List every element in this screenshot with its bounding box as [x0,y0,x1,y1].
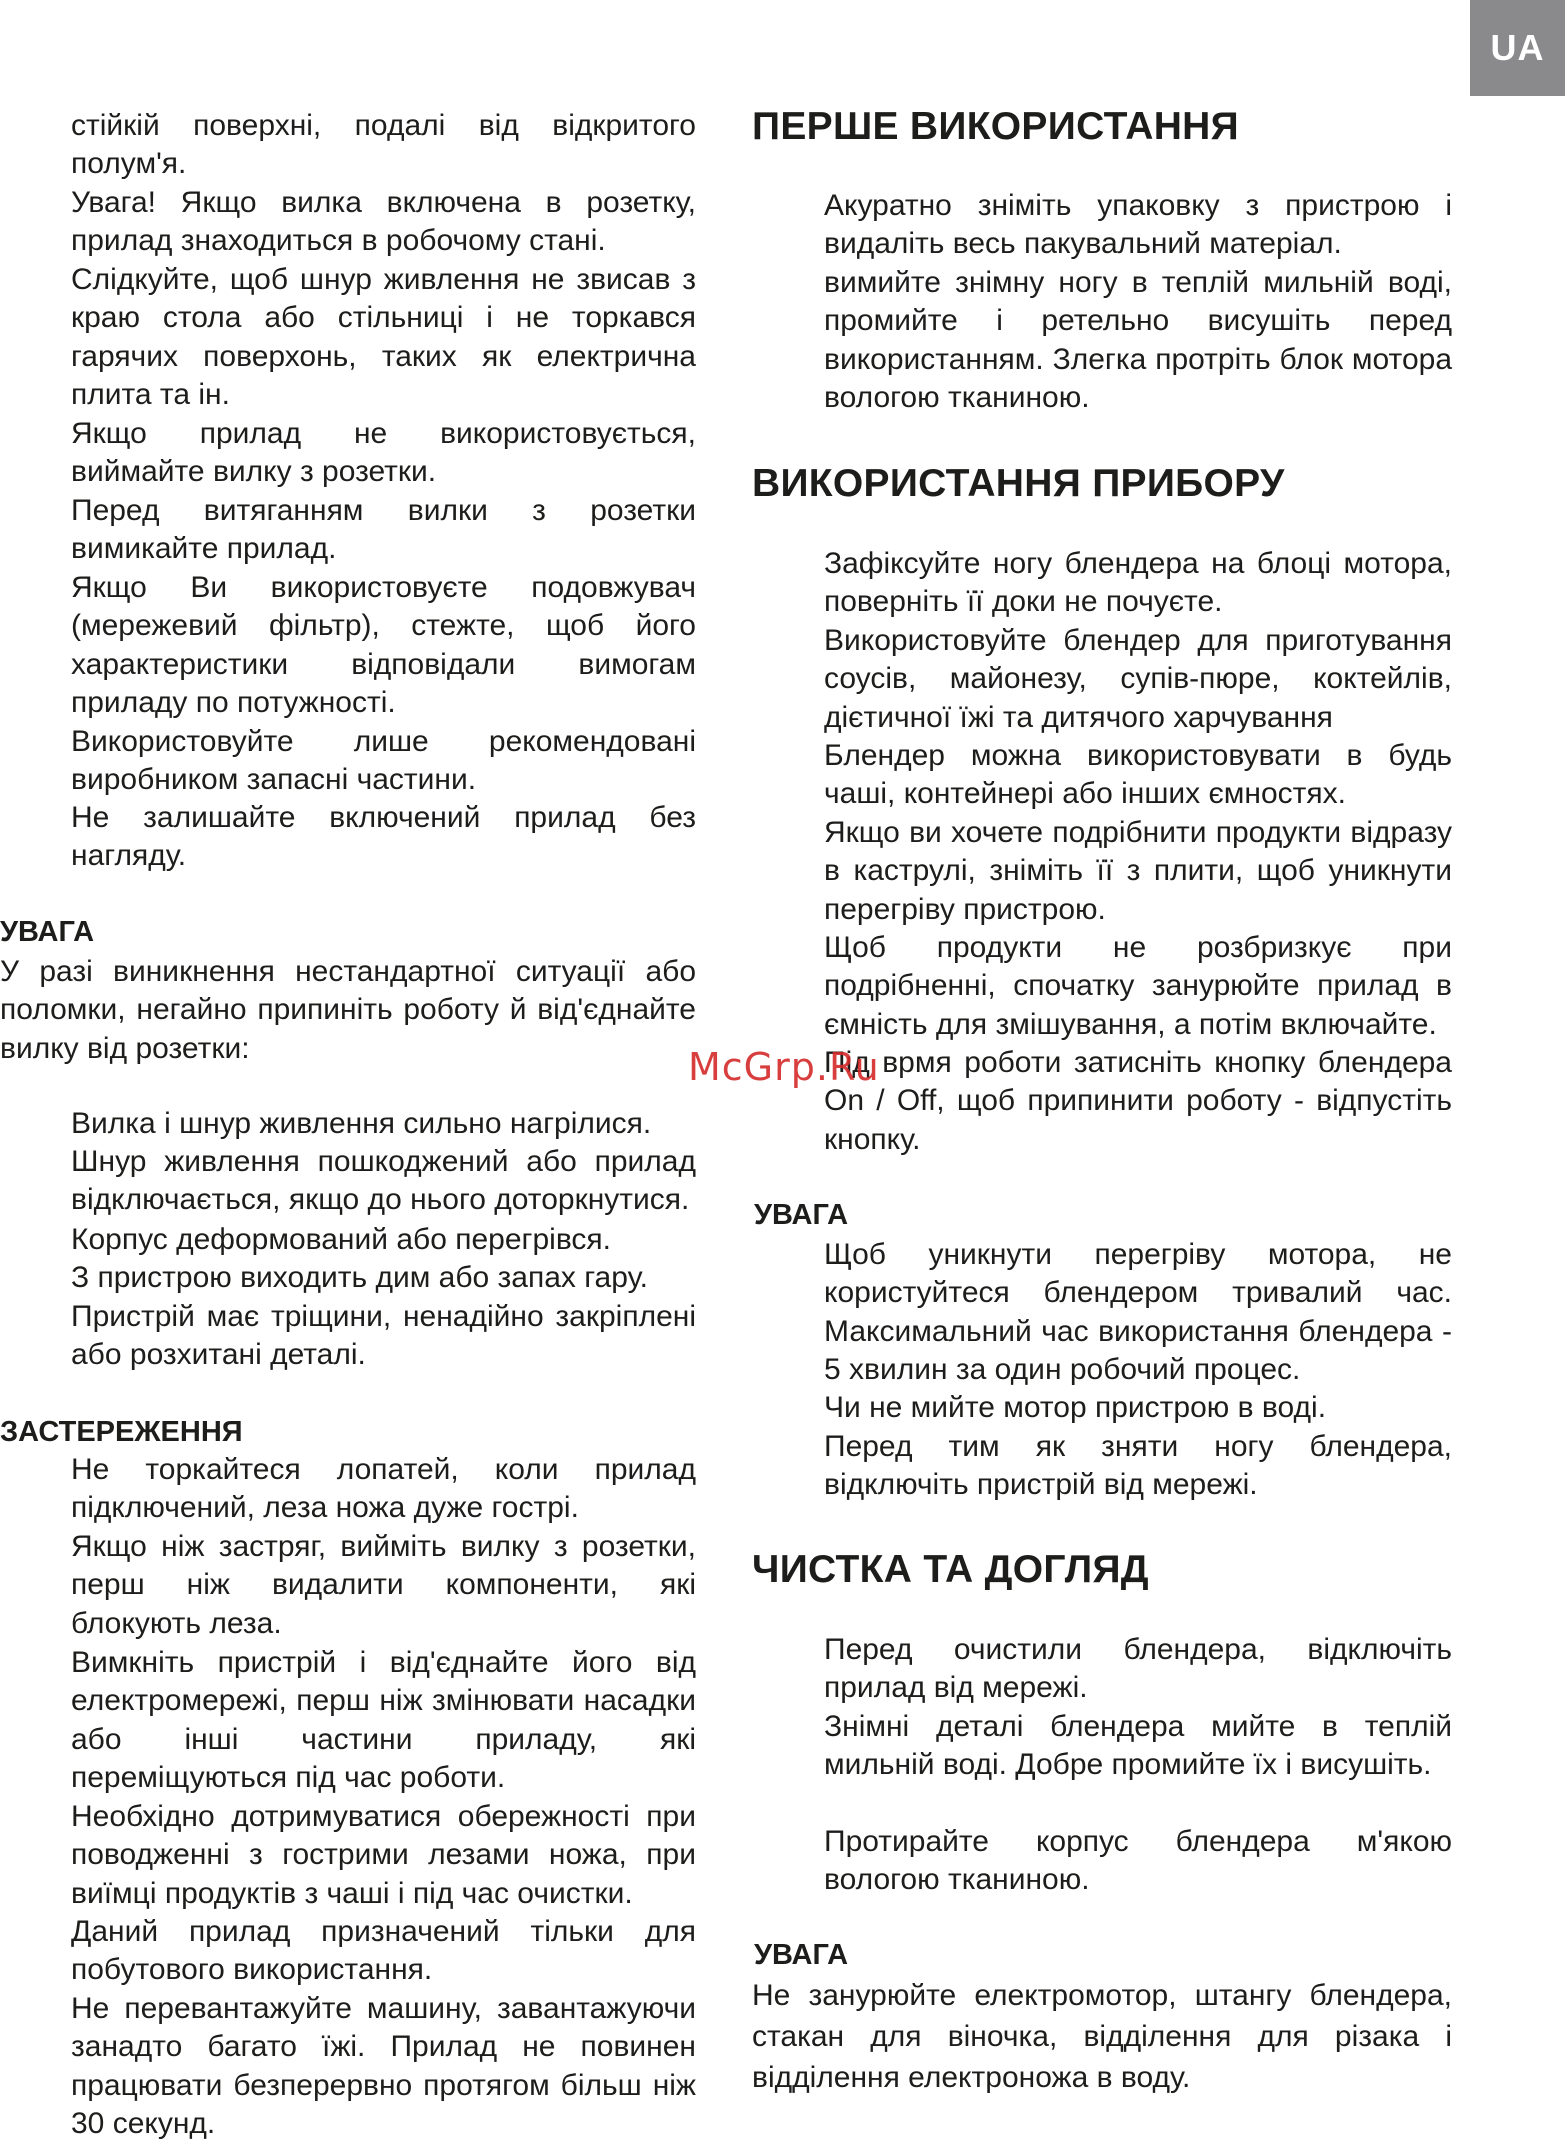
intro-paragraph: Слідкуйте, щоб шнур живлення не звисав з краю стола або стільниці і не торкався гарячих поверхонь, таких як електрична плита та ін. [71,263,696,412]
first-use-item: Акуратно зніміть упаковку з пристрою і видаліть весь пакувальний матеріал. [824,189,1452,261]
usage-item: Використовуйте блендер для приготування соусів, майонезу, супів-пюре, коктейлів, дієтичної їжі та дитячого харчування [824,624,1452,734]
caution-list-item: Даний прилад призначений тільки для побутового використання. [71,1915,696,1987]
intro-paragraph: Увага! Якщо вилка включена в розетку, прилад знаходиться в робочому стані. [71,186,696,258]
intro-paragraph: стійкій поверхні, подалі від відкритого полум'я. [71,109,696,181]
cleaning-item: Протирайте корпус блендера м'якою вологою тканиною. [824,1825,1452,1897]
intro-paragraph: Якщо Ви використовуєте подовжувач (мережевий фільтр), стежте, щоб його характеристики відповідали вимогам приладу по потужності. [71,571,696,720]
warning-list-item: Чи не мийте мотор пристрою в воді. [824,1391,1327,1424]
watermark: McGrp.Ru [688,1045,880,1089]
warning-list-item: Пристрій має тріщини, ненадійно закріплені або розхитані деталі. [71,1300,696,1372]
intro-paragraph: Не залишайте включений прилад без нагляду. [71,801,696,873]
section-heading-first-use: ПЕРШЕ ВИКОРИСТАННЯ [752,105,1239,148]
cleaning-item: Знімні деталі блендера мийте в теплій мильній воді. Добре промийте їх і висушіть. [824,1710,1452,1782]
warning-list-item: Вилка і шнур живлення сильно нагрілися. [71,1107,652,1140]
usage-item: Блендер можна використовувати в будь чаші, контейнері або інших ємностях. [824,739,1452,811]
intro-paragraph: Використовуйте лише рекомендовані виробником запасні частини. [71,725,696,797]
first-use-item: вимийте знімну ногу в теплій мильній воді, промийте і ретельно висушіть перед використанням. Злегка протріть блок мотора вологою тканиною. [824,266,1452,415]
usage-item: Зафіксуйте ногу блендера на блоці мотора, поверніть її доки не почуєте. [824,547,1452,619]
intro-paragraph: Перед витяганням вилки з розетки вимикайте прилад. [71,494,696,566]
caution-list-item: Не торкайтеся лопатей, коли прилад підключений, леза ножа дуже гострі. [71,1453,696,1525]
usage-item: Під врмя роботи затисніть кнопку блендера On / Off, щоб припинити роботу - відпустіть кнопку. [824,1046,1452,1156]
warning-list-item: З пристрою виходить дим або запах гару. [71,1261,648,1294]
warning-paragraph: У разі виникнення нестандартної ситуації або поломки, негайно припиніть роботу й від'єднайте вилку від розетки: [0,955,696,1065]
caution-list-item: Вимкніть пристрій і від'єднайте його від електромережі, перш ніж змінювати насадки або інші частини приладу, які переміщуються під час роботи. [71,1646,696,1795]
usage-item: Якщо ви хочете подрібнити продукти відразу в каструлі, зніміть її з плити, щоб уникнути перегріву пристрою. [824,816,1452,926]
warning-list-item: Перед тим як зняти ногу блендера, відключіть пристрій від мережі. [824,1430,1452,1502]
section-heading-cleaning: ЧИСТКА ТА ДОГЛЯД [752,1548,1149,1591]
cleaning-item: Перед очистили блендера, відключіть прилад від мережі. [824,1633,1452,1705]
warning-heading: УВАГА [754,1199,849,1231]
caution-list-item: Необхідно дотримуватися обережності при поводженні з гострими лезами ножа, при виїмці продуктів з чаші і під час очистки. [71,1800,696,1910]
caution-heading: ЗАСТЕРЕЖЕННЯ [0,1416,243,1448]
section-heading-usage: ВИКОРИСТАННЯ ПРИБОРУ [752,462,1285,505]
caution-list-item: Не перевантажуйте машину, завантажуючи занадто багато їжі. Прилад не повинен працювати безперервно протягом більш ніж 30 секунд. [71,1992,696,2141]
warning-paragraph: Не занурюйте електромотор, штангу блендера, стакан для віночка, відділення для різака і відділення електроножа в воду. [752,1979,1452,2094]
warning-list-item: Шнур живлення пошкоджений або прилад відключається, якщо до нього доторкнутися. [71,1145,696,1217]
warning-heading: УВАГА [0,916,95,948]
caution-list-item: Якщо ніж застряг, вийміть вилку з розетки, перш ніж видалити компоненти, які блокують леза. [71,1530,696,1640]
usage-item: Щоб продукти не розбризкує при подрібненні, спочатку занурюйте прилад в ємність для змішування, а потім включайте. [824,931,1452,1041]
warning-list-item: Корпус деформований або перегрівся. [71,1223,611,1256]
language-tab: UA [1470,0,1565,96]
warning-heading: УВАГА [754,1939,849,1971]
intro-paragraph: Якщо прилад не використовується, виймайте вилку з розетки. [71,417,696,489]
warning-list-item: Щоб уникнути перегріву мотора, не користуйтеся блендером тривалий час. Максимальний час використання блендера - 5 хвилин за один робочий процес. [824,1238,1452,1387]
